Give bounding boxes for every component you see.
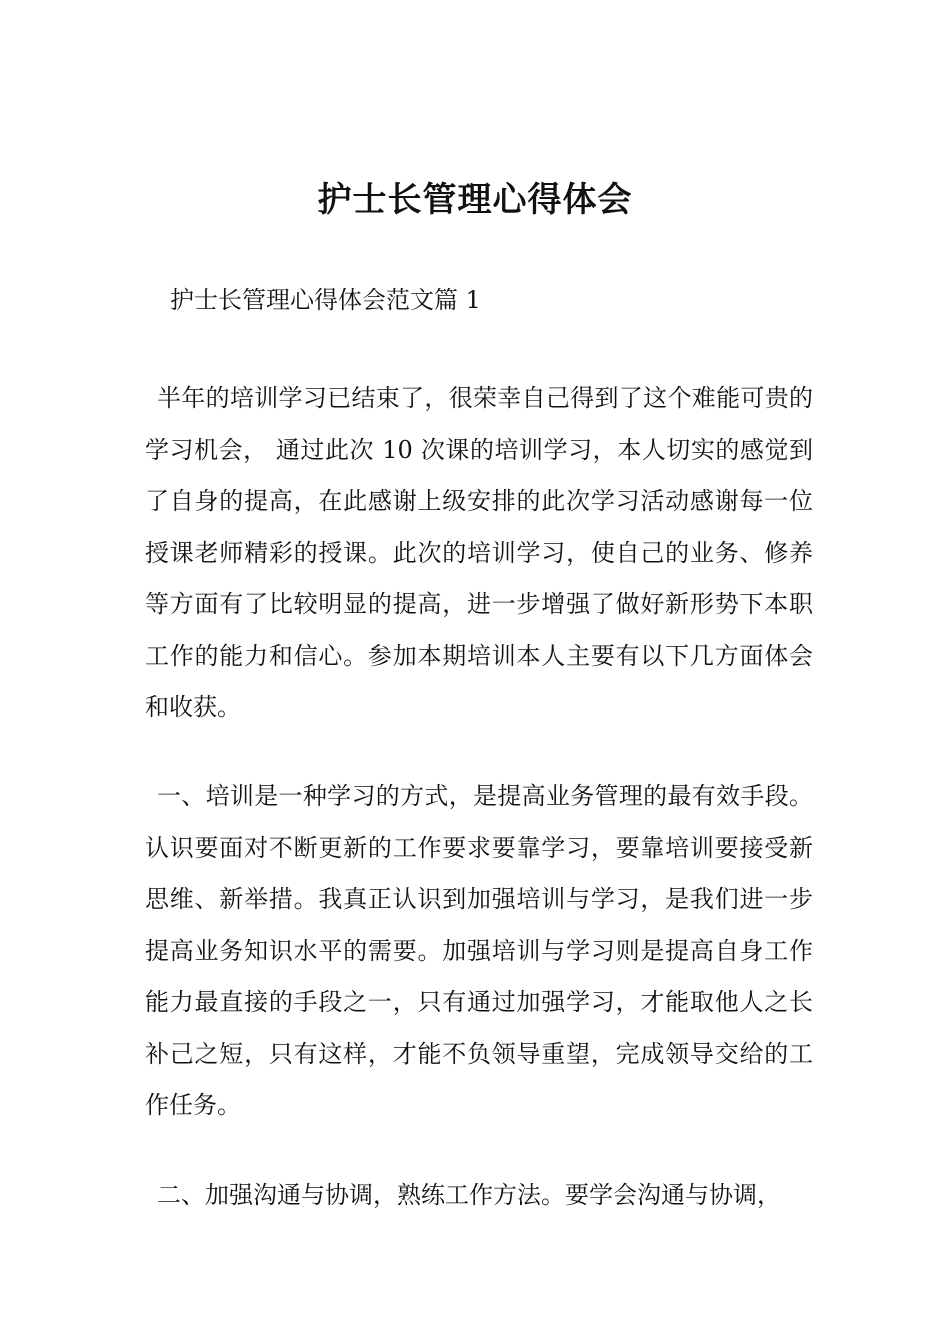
- paragraph-section-one: 一、培训是一种学习的方式，是提高业务管理的最有效手段。认识要面对不断更新的工作要求要靠学习，要靠培训要接受新思维、新举措。我真正认识到加强培训与学习，是我们进一步提高业务知识水平的需要。加强培训与学习则是提高自身工作能力最直接的手段之一，只有通过加强学习，才能取他人之长补己之短，只有这样，才能不负领导重望，完成领导交给的工作任务。: [145, 782, 813, 1119]
- paragraph-section-two: 二、加强沟通与协调，熟练工作方法。要学会沟通与协调，: [157, 1181, 781, 1209]
- document-subtitle: 护士长管理心得体会范文篇 1: [170, 286, 481, 314]
- document-title: 护士长管理心得体会: [317, 180, 633, 220]
- paragraph-intro: 半年的培训学习已结束了，很荣幸自己得到了这个难能可贵的学习机会， 通过此次 10 次课的培训学习，本人切实的感觉到了自身的提高，在此感谢上级安排的此次学习活动感谢每一位授课老师精彩的授课。此次的培训学习，使自己的业务、修养等方面有了比较明显的提高，进一步增强了做好新形势下本职工作的能力和信心。参加本期培训本人主要有以下几方面体会和收获。: [145, 384, 813, 721]
